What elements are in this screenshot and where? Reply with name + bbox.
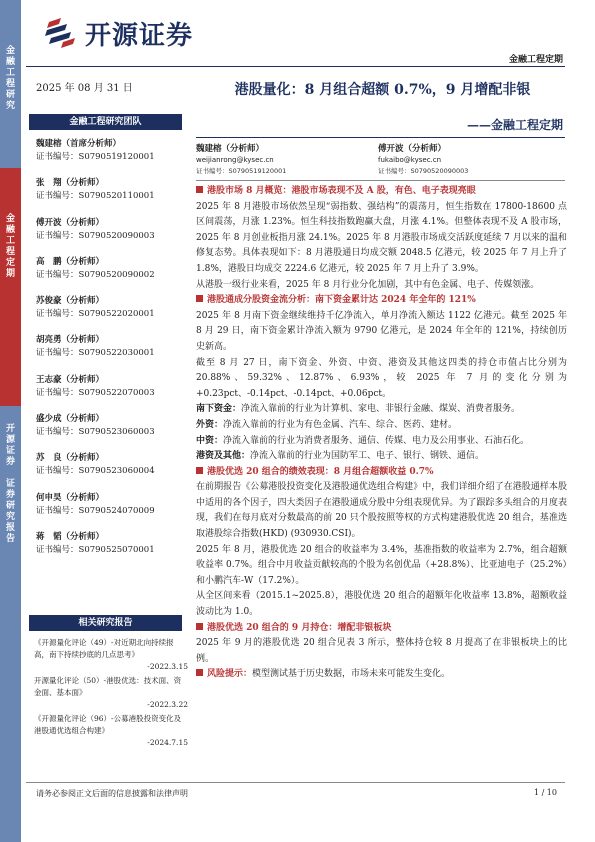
report-date: 2025 年 08 月 31 日 [36,83,133,94]
flow-text: 净流入靠前的行业为消费者服务、通信、传媒、电力及公用事业、石油石化。 [223,435,530,446]
paragraph: 在前期报告《公募港股投资变化及港股通优选组合构建》中，我们详细介绍了在港股通样本股中适用的各个因子，四大类因子在港股通成分股中分组表现优异。为了跟踪多头组合的月度表现，我们在每月底对分数最高的前 20 只个股按照等权的方式构建港股优选 20 组合，基准选取港股综合指数(HKD) (930930.CSI)。 [196,482,567,540]
title-divider [196,137,565,138]
related-reports-list [34,637,188,751]
report-body [196,184,567,683]
analyst-entry [36,531,186,570]
author-email[interactable]: fukaibo@kysec.cn [378,156,442,164]
bullet-square-icon [196,295,203,302]
report-category: 金融工程定期 [508,55,563,65]
analyst-name: 王志豪（分析师） [36,374,105,385]
analyst-name: 魏建榕（首席分析师） [36,139,122,149]
related-report-date: -2022.3.22 [147,700,188,709]
analyst-entry [36,177,186,216]
analyst-cert: 证书编号：S0790522070003 [36,387,155,398]
report-title: 港股量化：8 月组合超额 0.7%，9 月增配非银 [234,82,531,98]
page-number: 1 / 10 [533,788,557,797]
section-heading-text: 港股优选 20 组合的 9 月持仓：增配非银板块 [207,622,392,633]
analyst-name: 傅开波（分析师） [36,217,105,228]
sidebar-mid-label: 金 融 工 程 定 期 [5,214,15,279]
section-heading-text: 港股市场 8 月概览：港股市场表现不及 A 股，有色、电子表现亮眼 [207,186,476,196]
flow-label: 中资： [196,435,224,446]
analyst-list [36,138,186,570]
author-name: 魏建榕（分析师） [196,144,265,154]
paragraph: 2025 年 8 月，港股优选 20 组合的收益率为 3.4%，基准指数的收益率为 2.7%，组合超额收益率 0.7%。组合中月收益贡献较高的个股为名创优品（+28.8%）、比亚迪电子（25.2%）和小鹏汽车-W（17.2%）。 [196,544,567,586]
related-report-title: 《开源量化评论（96）-公募港股投资变化及港股通优选组合构建》 [34,714,182,735]
related-report-date: -2024.7.15 [147,738,188,747]
analyst-cert: 证书编号：S0790520090002 [36,269,155,280]
analyst-cert: 证书编号：S0790523060004 [36,466,155,477]
paragraph: 从港股一级行业来看，2025 年 8 月行业分化加剧，其中有色金属、电子、传媒领涨。 [196,279,540,290]
flow-label: 南下资金： [196,404,242,415]
flow-text: 净流入靠前的行业为国防军工、电子、银行、钢铁、通信。 [250,451,485,462]
footer-divider [26,782,565,783]
related-report-title: 《开源量化评论（49）-对近期北向持续报高，南下持续抄底的几点思考》 [34,638,174,659]
flow-item [196,402,567,418]
analyst-entry [36,492,186,531]
section-heading [196,293,567,309]
author-name: 傅开波（分析师） [378,144,447,154]
bullet-square-icon [196,186,203,193]
section-heading [196,621,567,637]
analyst-name: 苏 良（分析师） [36,453,105,464]
analyst-name: 盛少成（分析师） [36,414,105,425]
flow-label: 外资： [196,419,224,430]
paragraph: 2025 年 8 月港股市场依然呈现“弱指数、强结构”的震荡月，恒生指数在 17800-18600 点区间震荡，月涨 1.23%。恒生科技指数跑赢大盘，月涨 4.1%。但整体表现不及 A 股市场，2025 年 8 月创业板指月涨 24.1%。2025 年 8 月港股市场成交活跃度延续 7 月以来的温和修复态势。具体表现如下：8 月港股通日均成交额 2048.5 亿港元，较 2025 年 7 月上升了 1.8%，港股日均成交 2224.6 亿港元，较 2025 年 7 月上升了 3.9%。 [196,201,567,274]
paragraph: 截至 8 月 27 日，南下资金、外资、中资、港资及其他这四类的持仓市值占比分别为 20.88%、59.32%、12.87%、6.93%，较 2025 年 7 月的变化分别为 +0.23pct、-0.14pct、-0.14pct、+0.06pct。 [196,357,567,399]
related-reports-title: 相关研究报告 [29,615,182,631]
sidebar-bottom-label: 开 源 证 券 证 券 研 究 报 告 [5,424,15,544]
analyst-cert: 证书编号：S0790523060003 [36,427,155,438]
flow-text: 净流入靠前的行业为计算机、家电、非银行金融、煤炭、消费者服务。 [241,404,521,415]
analyst-cert: 证书编号：S0790519120001 [36,152,155,162]
section-heading-text: 港股优选 20 组合的绩效表现：8 月组合超额收益 0.7% [207,466,434,477]
sidebar-top-label: 金 融 工 程 研 究 [5,46,15,111]
analyst-cert: 证书编号：S0790522020001 [36,309,155,320]
section-heading-text: 港股通成分股资金流分析：南下资金累计达 2024 年全年的 121% [207,295,476,306]
author-2 [378,143,548,176]
analyst-entry [36,217,186,256]
analyst-entry [36,295,186,334]
header-divider [26,66,565,67]
analyst-name: 高 鹏（分析师） [36,256,105,267]
bullet-square-icon [196,623,203,630]
author-1 [196,143,366,176]
paragraph: 2025 年 8 月南下资金继续维持千亿净流入，单月净流入额达 1122 亿港元。截至 2025 年 8 月 29 日，南下资金累计净流入额为 9790 亿港元，是 2024 年全年的 121%，持续创历史新高。 [196,310,567,352]
paragraph: 2025 年 9 月的港股优选 20 组合见表 3 所示，整体持仓较 8 月提高了在非银板块上的比例。 [196,638,567,664]
analyst-name: 苏俊豪（分析师） [36,296,105,307]
analyst-cert: 证书编号：S0790522030001 [36,348,155,359]
author-email[interactable]: weijianrong@kysec.cn [196,156,274,164]
bullet-square-icon [196,467,203,474]
risk-label-text: 风险提示： [207,669,253,680]
analyst-name: 蒋 韬（分析师） [36,531,105,542]
analyst-entry [36,452,186,491]
analyst-cert: 证书编号：S0790520090003 [36,230,155,241]
related-report-item[interactable] [34,637,188,673]
footer-disclaimer: 请务必参阅正文后面的信息披露和法律声明 [36,789,188,798]
sidebar [0,0,21,842]
analyst-entry [36,138,186,177]
flow-item [196,449,567,465]
flow-item [196,418,567,434]
analyst-cert: 证书编号：S0790520110001 [36,191,155,202]
analyst-entry [36,374,186,413]
analyst-cert: 证书编号：S0790524070009 [36,505,155,516]
related-report-item[interactable] [34,675,188,711]
logo-mark-icon [45,18,79,48]
analyst-name: 胡亮勇（分析师） [36,335,105,346]
related-report-date: -2022.3.15 [147,662,188,671]
sidebar-bottom [0,406,21,842]
company-logo [45,13,193,53]
risk-text: 模型测试基于历史数据，市场未来可能发生变化。 [252,669,451,680]
analyst-name: 张 翔（分析师） [36,178,105,189]
paragraph: 从全区间来看（2015.1~2025.8），港股优选 20 组合的超额年化收益率 13.8%，超额收益波动比为 1.0。 [196,591,567,618]
team-title: 金融工程研究团队 [29,114,182,130]
risk-label [196,669,252,679]
analyst-entry [36,334,186,373]
section-heading [196,465,567,481]
related-report-title: 开源量化评论（50）-港股优选：技术面、资金面、基本面》 [34,676,182,697]
analyst-name: 何申昊（分析师） [36,492,105,503]
risk-note [196,667,567,683]
author-cert: 证书编号：S0790519120001 [196,167,287,175]
analyst-entry [36,413,186,452]
report-subtitle: ——金融工程定期 [466,118,563,132]
related-report-item[interactable] [34,713,188,749]
author-divider [196,180,565,181]
bullet-square-icon [196,669,203,676]
author-cert: 证书编号：S0790520090003 [378,167,469,175]
analyst-cert: 证书编号：S0790525070001 [36,544,155,555]
sidebar-top [0,0,21,168]
flow-text: 净流入靠前的行业为有色金属、汽车、综合、医药、建材。 [223,419,458,430]
sidebar-mid [0,168,21,406]
flow-label: 港资及其他： [196,451,251,462]
logo-text: 开源证券 [85,20,194,51]
flow-item [196,434,567,450]
section-heading [196,184,567,200]
analyst-entry [36,256,186,295]
